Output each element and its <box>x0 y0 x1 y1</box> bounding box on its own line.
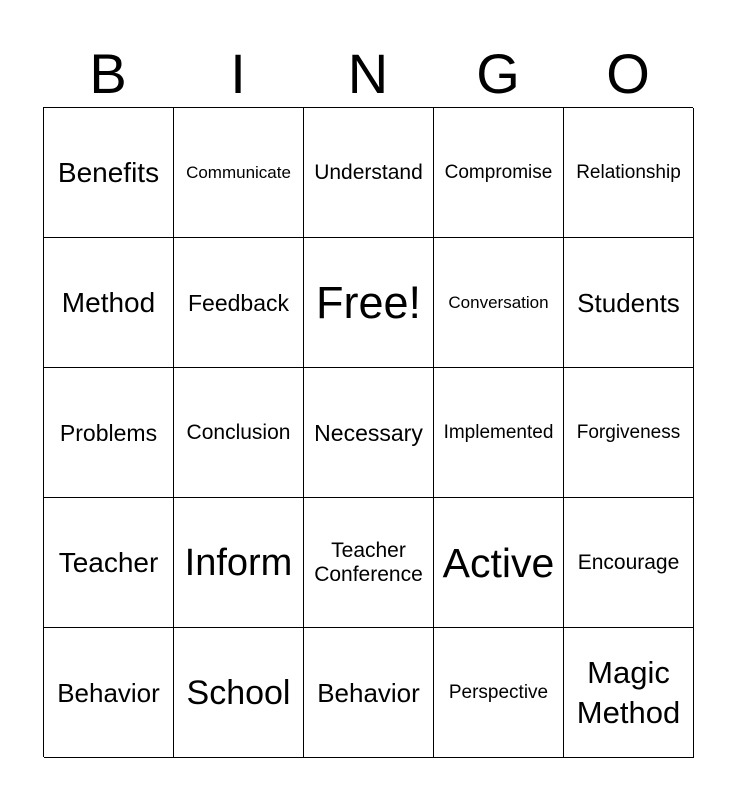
cell-word: Students <box>577 287 680 318</box>
bingo-cell[interactable] <box>44 108 174 238</box>
bingo-cell[interactable] <box>44 628 174 758</box>
cell-word: Forgiveness <box>576 421 681 443</box>
bingo-cell[interactable] <box>304 108 434 238</box>
cell-word: Problems <box>59 419 158 446</box>
cell-word: Compromise <box>444 161 553 183</box>
bingo-cell[interactable] <box>174 368 304 498</box>
bingo-cell[interactable] <box>304 498 434 628</box>
bingo-cell[interactable] <box>564 368 694 498</box>
bingo-cell[interactable] <box>304 628 434 758</box>
bingo-cell[interactable] <box>174 238 304 368</box>
cell-word: Communicate <box>186 162 291 182</box>
bingo-cell[interactable] <box>564 628 694 758</box>
bingo-cell[interactable] <box>174 498 304 628</box>
bingo-cell[interactable] <box>434 498 564 628</box>
free-space-cell[interactable] <box>304 238 434 368</box>
header-letter-i: I <box>230 42 246 105</box>
cell-word: Perspective <box>448 681 549 703</box>
bingo-cell[interactable] <box>44 368 174 498</box>
cell-word: Necessary <box>314 419 423 446</box>
cell-word: Teacher Conference <box>314 538 423 586</box>
bingo-cell[interactable] <box>44 238 174 368</box>
cell-word: Behavior <box>317 677 420 708</box>
bingo-grid <box>43 107 693 757</box>
header-letter-n: N <box>347 42 389 105</box>
bingo-cell[interactable] <box>434 108 564 238</box>
header-letter-o: O <box>606 42 650 105</box>
cell-word: Feedback <box>187 289 289 316</box>
cell-word: Method <box>61 286 156 318</box>
cell-word: Inform <box>184 541 293 584</box>
bingo-cell[interactable] <box>564 238 694 368</box>
cell-word: Behavior <box>57 677 160 708</box>
cell-word: Conversation <box>448 292 549 312</box>
bingo-cell[interactable] <box>564 108 694 238</box>
free-space-label: Free! <box>315 276 422 328</box>
bingo-cell[interactable] <box>434 628 564 758</box>
cell-word: Conclusion <box>186 420 291 444</box>
cell-word: School <box>186 673 291 712</box>
cell-word: Relationship <box>576 161 681 183</box>
header-letter-b: B <box>89 42 127 105</box>
bingo-cell[interactable] <box>44 498 174 628</box>
cell-word: Magic Method <box>576 654 681 730</box>
header-letter-g: G <box>476 42 520 105</box>
bingo-cell[interactable] <box>304 368 434 498</box>
bingo-header <box>43 40 693 108</box>
cell-word: Understand <box>314 160 423 184</box>
bingo-cell[interactable] <box>174 108 304 238</box>
cell-word: Teacher <box>58 546 159 578</box>
cell-word: Active <box>442 539 555 586</box>
bingo-cell[interactable] <box>564 498 694 628</box>
cell-word: Encourage <box>577 550 680 574</box>
bingo-cell[interactable] <box>434 368 564 498</box>
cell-word: Implemented <box>443 421 554 443</box>
cell-word: Benefits <box>57 156 160 188</box>
bingo-cell[interactable] <box>434 238 564 368</box>
bingo-cell[interactable] <box>174 628 304 758</box>
